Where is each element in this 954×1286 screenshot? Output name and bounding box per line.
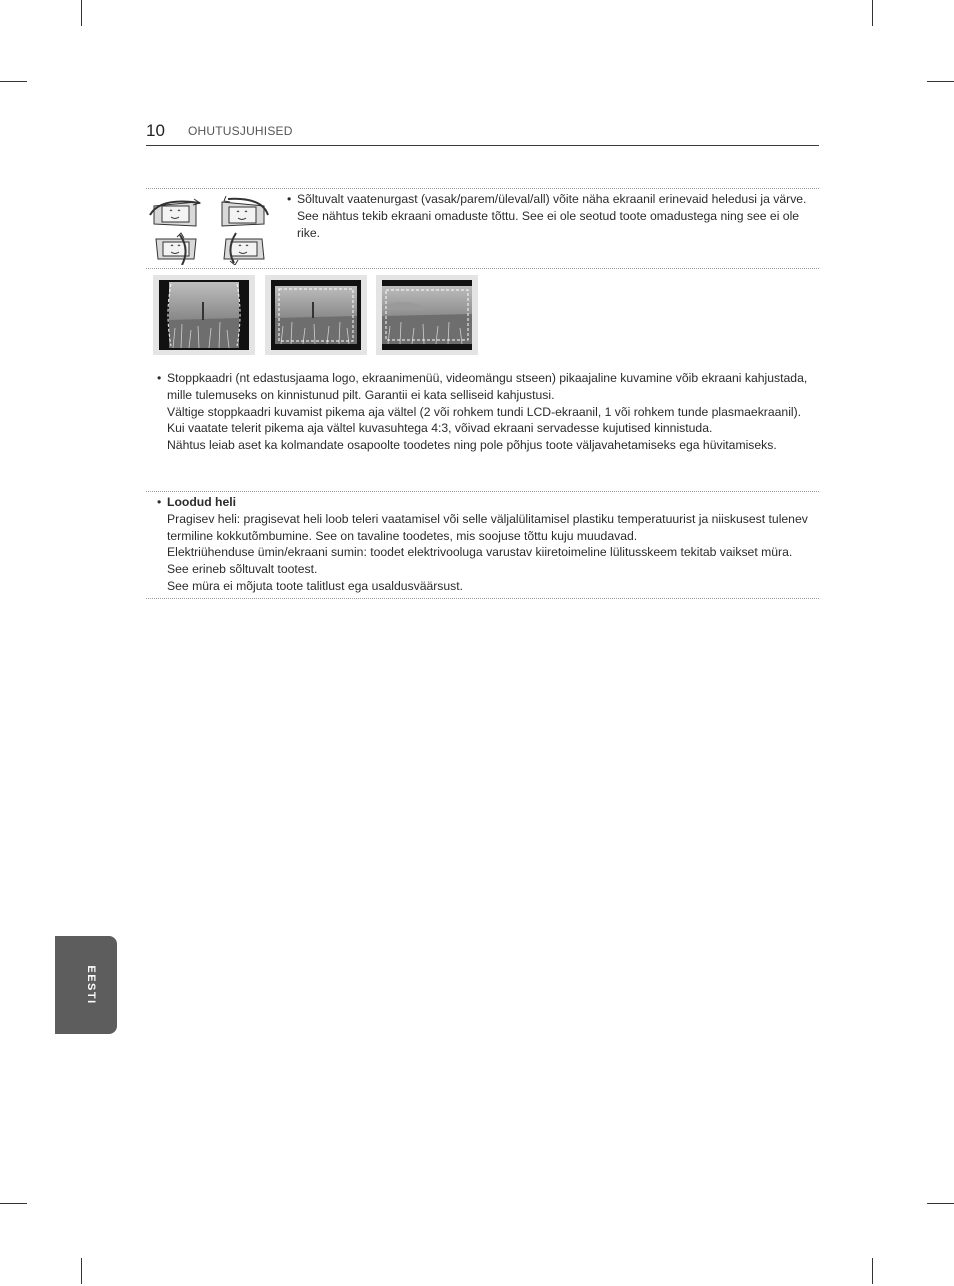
bullet: • (157, 495, 162, 509)
viewing-angle-text-2: See nähtus tekib ekraani omaduste tõttu. See ei ole seotud toote omadustega ning see ei ole rike. (297, 208, 800, 240)
image-retention-item (157, 370, 817, 454)
generated-sound-text-1: Pragisev heli: pragisevat heli loob teleri vaatamisel või selle väljalülitamisel plastiku temperatuurist ja niiskusest tulenev termiline kokkutõmbumine. See on tavaline toodetes, mis soojuse tõttu kuju muudavad. (167, 511, 808, 543)
crop-mark (872, 1258, 873, 1284)
image-retention-text-3: Kui vaatate telerit pikema aja vältel kuvasuhtega 4:3, võivad ekraani servadesse kujutised kinnistuda. (167, 421, 713, 436)
generated-sound-title: Loodud heli (167, 495, 237, 509)
crop-mark (872, 0, 873, 26)
retention-photo-letterbox (265, 275, 367, 355)
bullet: • (157, 371, 162, 385)
crop-mark (927, 1203, 954, 1204)
bullet: • (287, 192, 292, 206)
tv-tilt-down-icon (224, 233, 264, 265)
tv-tilt-right-icon (222, 196, 268, 226)
viewing-angle-text-1: Sõltuvalt vaatenurgast (vasak/parem/üleval/all) võite näha ekraanil erinevaid heledusi ja värve. (297, 192, 807, 206)
generated-sound-text-2: Elektriühenduse ümin/ekraani sumin: toodet elektrivooluga varustav kiiretoimeline lülitusskeem tekitab vaikset müra. See erineb sõltuvalt tootest. (167, 545, 793, 577)
tv-tilt-up-icon (156, 233, 196, 265)
dotted-divider (146, 268, 819, 269)
image-retention-text-1: Stoppkaadri (nt edastusjaama logo, ekraanimenüü, videomängu stseen) pikaajaline kuvamine võib ekraani kahjustada, mille tulemuseks on kinnistunud pilt. Garantii ei kata selliseid kahjustusi. (167, 371, 808, 402)
dotted-divider (146, 188, 819, 189)
crop-mark (81, 0, 82, 26)
dotted-divider (146, 598, 819, 599)
generated-sound-text-3: See müra ei mõjuta toote talitlust ega usaldusväärsust. (167, 578, 464, 593)
page-header (146, 118, 819, 146)
language-tab-label: EESTI (85, 965, 97, 1005)
generated-sound-item (157, 494, 817, 595)
crop-mark (0, 81, 27, 82)
page-number: 10 (146, 121, 165, 140)
tv-tilt-left-icon (150, 199, 200, 226)
viewing-angle-item (287, 191, 817, 241)
crop-mark (0, 1203, 27, 1204)
retention-photo-pillarbox (153, 275, 255, 355)
retention-photo-widescreen (376, 275, 478, 355)
image-retention-text-2: Vältige stoppkaadri kuvamist pikema aja vältel (2 või rohkem tundi LCD-ekraanil, 1 või rohkem tunde plasmaekraanil). (167, 404, 802, 419)
image-retention-text-4: Nähtus leiab aset ka kolmandate osapoolte toodetes ning pole põhjus toote väljavahetamiseks ega hüvitamiseks. (167, 438, 777, 453)
viewing-angle-illustration (148, 193, 274, 265)
crop-mark (927, 81, 954, 82)
section-title: OHUTUSJUHISED (188, 124, 293, 138)
crop-mark (81, 1258, 82, 1284)
dotted-divider (146, 491, 819, 492)
